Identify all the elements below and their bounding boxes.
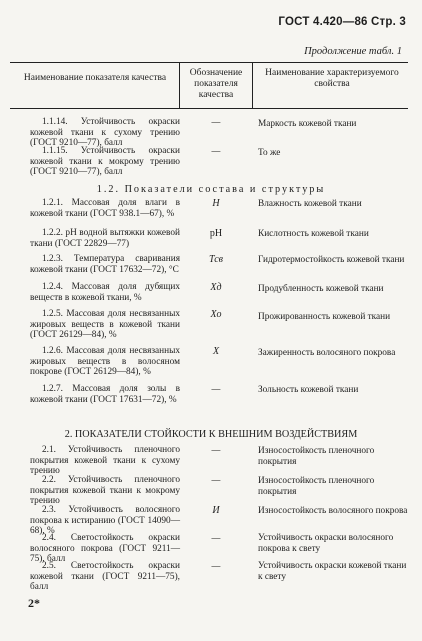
indicator-name: 1.2.4. Массовая доля дубящих веществ в кожевой ткани, % (30, 282, 180, 303)
indicator-symbol: — (211, 445, 221, 456)
indicator-name: 1.2.2. pH водной вытяжки кожевой ткани (ГОСТ 22829—77) (30, 228, 180, 249)
indicator-symbol: И (212, 505, 220, 516)
section-heading: 1.2. Показатели состава и структуры (96, 184, 326, 195)
indicator-symbol: Хд (210, 282, 222, 293)
table-top-rule (10, 62, 408, 63)
indicator-symbol: — (211, 117, 221, 128)
column-divider (179, 62, 180, 108)
indicator-property: Прожированность кожевой ткани (258, 312, 391, 322)
indicator-name: 2.1. Устойчивость пленочного покрытия кожевой ткани к сухому трению (30, 445, 180, 477)
indicator-symbol: — (211, 146, 221, 157)
table-continuation-label: Продолжение табл. 1 (304, 46, 402, 57)
indicator-property: Износостойкость пленочного покрытия (258, 446, 375, 467)
page-signature-mark: 2* (28, 596, 40, 610)
indicator-property: Устойчивость окраски волосяного покрова к свету (258, 533, 394, 554)
indicator-property: Износостойкость пленочного покрытия (258, 476, 375, 497)
indicator-property: То же (258, 148, 281, 158)
indicator-symbol: — (211, 561, 221, 572)
indicator-symbol: — (211, 384, 221, 395)
indicator-property: Устойчивость окраски кожевой ткани к свету (258, 561, 407, 582)
indicator-symbol: — (211, 533, 221, 544)
indicator-property: Маркость кожевой ткани (258, 119, 357, 129)
indicator-symbol: Н (212, 198, 220, 209)
indicator-name: 2.5. Светостойкость окраски кожевой ткани (ГОСТ 9211—75), балл (30, 561, 180, 593)
indicator-property: Износостойкость волосяного покрова (258, 506, 408, 516)
indicator-property: Гидротермостойкость кожевой ткани (258, 255, 405, 265)
indicator-name: 1.2.5. Массовая доля несвязанных жировых веществ в кожевой ткани (ГОСТ 26129—84), % (30, 309, 180, 341)
indicator-name: 1.1.14. Устойчивость окраски кожевой ткани к сухому трению (ГОСТ 9210—77), балл (30, 117, 180, 149)
indicator-symbol: — (211, 475, 221, 486)
indicator-name: 1.2.6. Массовая доля несвязанных жировых веществ в волосяном покрове (ГОСТ 26129—84), % (30, 346, 180, 378)
indicator-name: 1.2.7. Массовая доля золы в кожевой ткани (ГОСТ 17631—72), % (30, 384, 180, 405)
indicator-name: 1.2.1. Массовая доля влаги в кожевой ткани (ГОСТ 938.1—67), % (30, 198, 180, 219)
table-header-rule (10, 108, 408, 109)
indicator-property: Влажность кожевой ткани (258, 199, 362, 209)
page-header: ГОСТ 4.420—86 Стр. 3 (278, 16, 406, 28)
indicator-name: 1.2.3. Температура сваривания кожевой ткани (ГОСТ 17632—72), °С (30, 254, 180, 275)
indicator-property: Зажиренность волосяного покрова (258, 348, 396, 358)
column-header-name: Наименование показателя качества (23, 73, 167, 83)
column-divider (252, 62, 253, 108)
section-heading: 2. ПОКАЗАТЕЛИ СТОЙКОСТИ К ВНЕШНИМ ВОЗДЕЙСТВИЯМ (64, 429, 358, 440)
column-header-symbol: Обозначение показателя качества (189, 68, 243, 100)
indicator-property: Зольность кожевой ткани (258, 385, 359, 395)
indicator-property: Продубленность кожевой ткани (258, 284, 384, 294)
indicator-name: 2.3. Устойчивость волосяного покрова к истиранию (ГОСТ 14090—68), % (30, 505, 180, 537)
indicator-property: Кислотность кожевой ткани (258, 229, 369, 239)
indicator-symbol: Х (212, 346, 220, 357)
indicator-name: 1.1.15. Устойчивость окраски кожевой ткани к мокрому трению (ГОСТ 9210—77), балл (30, 146, 180, 178)
indicator-name: 2.2. Устойчивость пленочного покрытия кожевой ткани к мокрому трению (30, 475, 180, 507)
column-header-property: Наименование характеризуемого свойства (265, 68, 399, 89)
indicator-name: 2.4. Светостойкость окраски волосяного покрова (ГОСТ 9211—75), балл (30, 533, 180, 565)
indicator-symbol: pH (209, 228, 223, 239)
indicator-symbol: Хо (210, 309, 222, 320)
indicator-symbol: Тсв (209, 254, 223, 265)
